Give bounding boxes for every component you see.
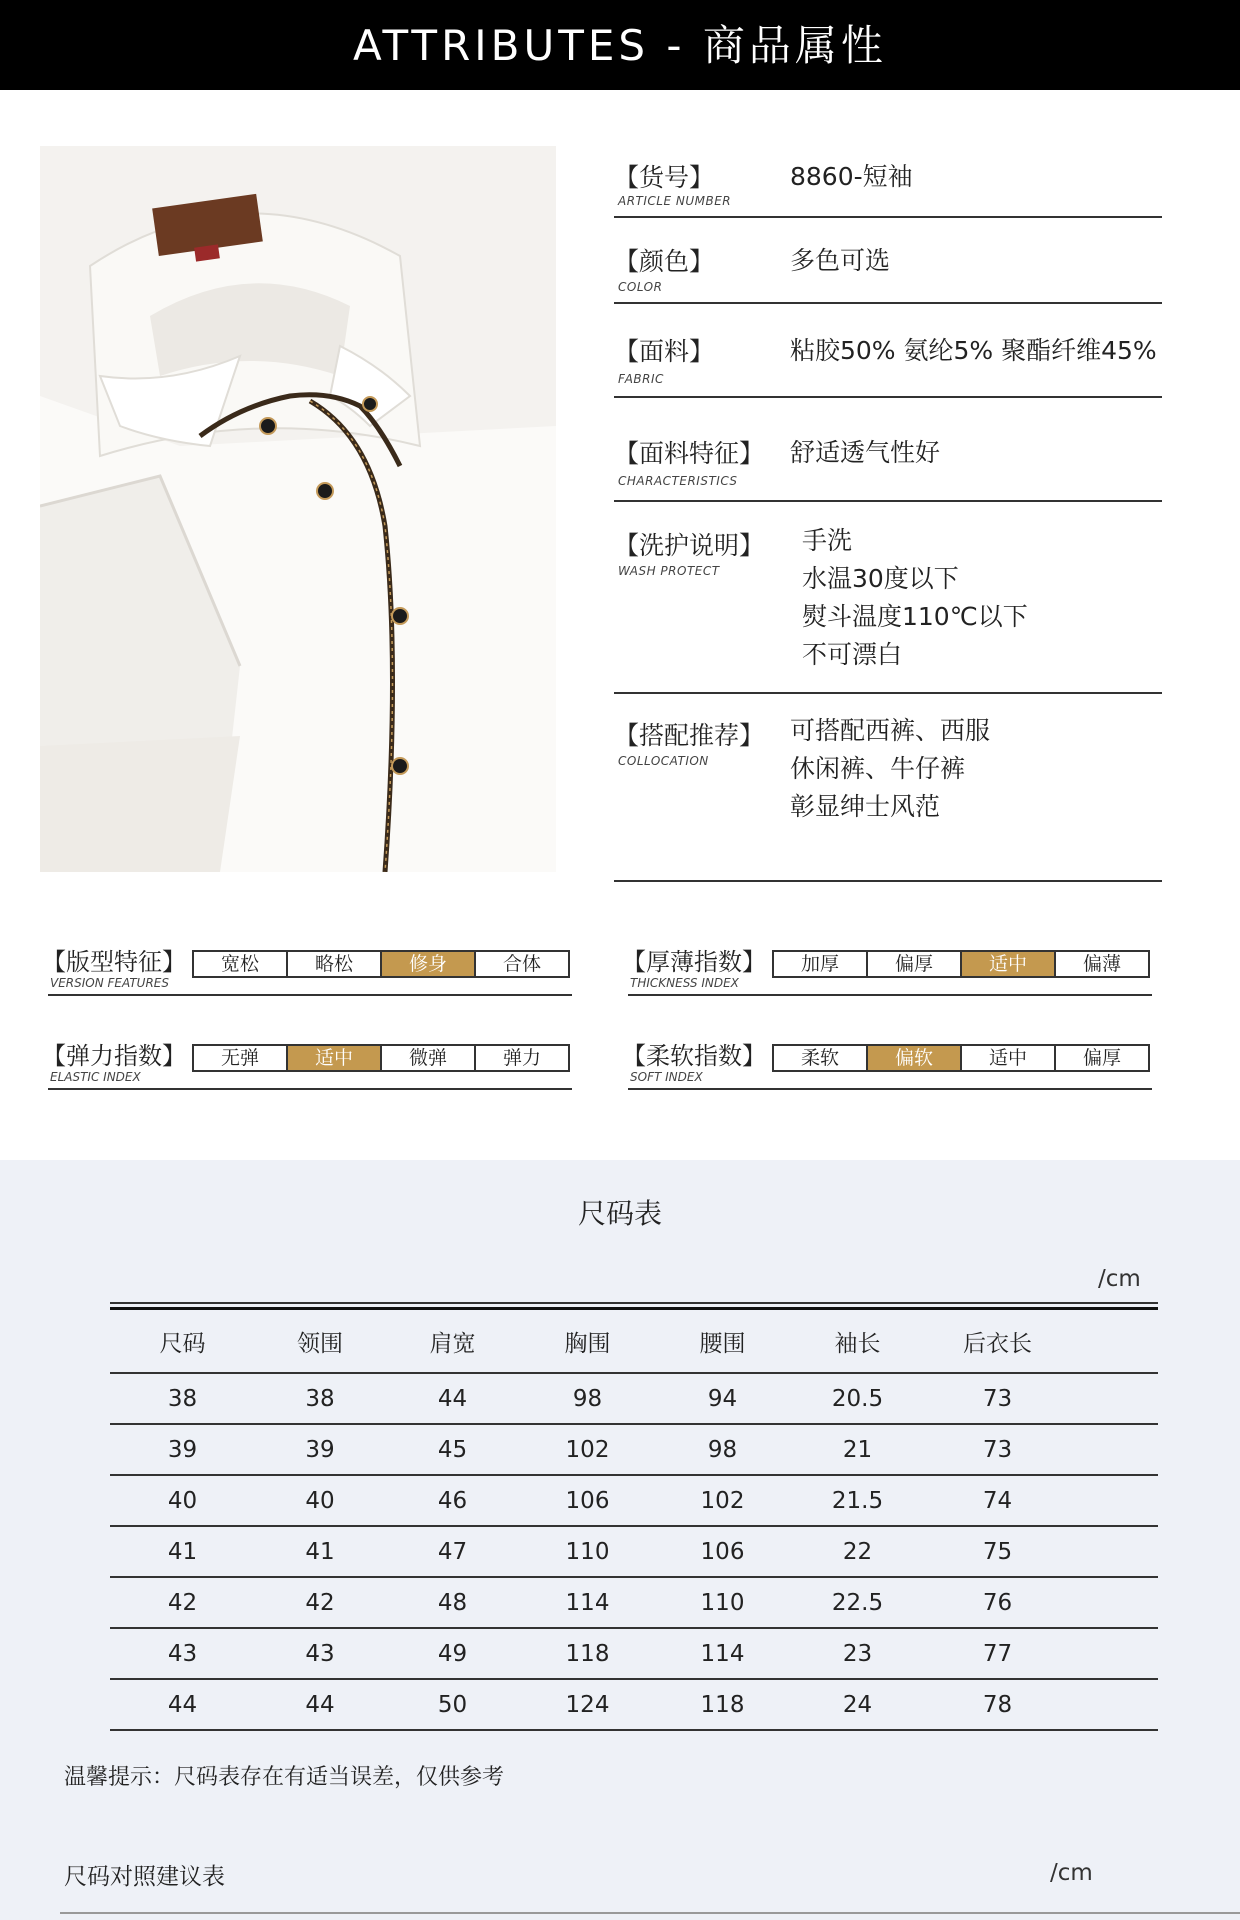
attr-row-characteristics: [614, 398, 1162, 502]
suggest-table-top: [60, 1912, 1240, 1914]
table-cell: 106: [565, 1487, 610, 1514]
shirt-illustration: [40, 146, 556, 872]
index-options: [192, 950, 570, 978]
table-row: [110, 1578, 1158, 1629]
attr-label: 【货号】: [614, 163, 715, 192]
attr-sub: COLLOCATION: [618, 754, 709, 768]
table-row: [110, 1425, 1158, 1476]
index-option: 适中: [286, 1046, 380, 1070]
attr-value: 可搭配西裤、西服: [790, 716, 991, 745]
table-cell: 49: [437, 1640, 468, 1667]
table-cell: 44: [305, 1691, 335, 1718]
attr-value: 休闲裤、牛仔裤: [790, 754, 966, 783]
attr-value: 多色可选: [790, 246, 891, 275]
index-sub: VERSION FEATURES: [50, 976, 169, 990]
table-cell: 39: [167, 1436, 198, 1463]
table-rule: [110, 1302, 1158, 1304]
attr-value: 8860-短袖: [790, 162, 913, 191]
table-cell: 42: [167, 1589, 198, 1616]
page-title: ATTRIBUTES - 商品属性: [353, 21, 887, 70]
table-header-row: [110, 1310, 1158, 1374]
column-header: 袖长: [834, 1330, 881, 1357]
index-option: 偏软: [866, 1046, 960, 1070]
size-chart-title: 尺码表: [577, 1197, 662, 1230]
index-option: 微弹: [380, 1046, 474, 1070]
index-option: 适中: [960, 1046, 1054, 1070]
table-cell: 38: [305, 1385, 335, 1412]
column-header: 肩宽: [429, 1330, 476, 1357]
table-cell: 20.5: [831, 1385, 884, 1412]
index-option: 合体: [474, 952, 568, 976]
table-row: [110, 1476, 1158, 1527]
index-label: 【厚薄指数】: [622, 948, 766, 976]
attr-label: 【洗护说明】: [614, 531, 765, 560]
attr-value: 手洗: [802, 526, 853, 555]
table-cell: 21: [842, 1436, 873, 1463]
attr-row-fabric: [614, 304, 1162, 398]
index-option: 修身: [380, 952, 474, 976]
index-option: 偏薄: [1054, 952, 1148, 976]
index-option: 适中: [960, 952, 1054, 976]
column-header: 腰围: [699, 1330, 746, 1357]
table-cell: 39: [305, 1436, 335, 1463]
attr-values: [790, 242, 890, 280]
table-cell: 118: [700, 1691, 745, 1718]
attr-sub: COLOR: [618, 280, 663, 294]
attr-row-wash: [614, 502, 1162, 694]
table-cell: 106: [700, 1538, 745, 1565]
index-divider: [628, 1088, 1152, 1090]
size-note: 温馨提示：尺码表存在有适当误差，仅供参考: [64, 1765, 505, 1790]
table-cell: 44: [437, 1385, 468, 1412]
size-rows: [110, 1374, 1158, 1731]
table-cell: 41: [167, 1538, 198, 1565]
column-header: 后衣长: [963, 1330, 1032, 1357]
column-header: 领围: [297, 1330, 343, 1357]
attr-row-article: [614, 146, 1162, 218]
table-cell: 45: [437, 1436, 468, 1463]
index-sub: THICKNESS INDEX: [630, 976, 739, 990]
table-cell: 74: [982, 1487, 1013, 1514]
table-cell: 43: [305, 1640, 335, 1667]
table-cell: 41: [305, 1538, 335, 1565]
table-cell: 110: [700, 1589, 745, 1616]
suggest-unit: /cm: [1050, 1860, 1093, 1886]
table-cell: 44: [167, 1691, 198, 1718]
table-cell: 118: [565, 1640, 610, 1667]
attr-label: 【颜色】: [614, 247, 715, 276]
attr-value: 彰显绅士风范: [790, 792, 941, 821]
index-options: [192, 1044, 570, 1072]
table-cell: 48: [437, 1589, 468, 1616]
table-row: [110, 1629, 1158, 1680]
index-sub: SOFT INDEX: [630, 1070, 703, 1084]
table-cell: 98: [572, 1385, 603, 1412]
table-cell: 73: [982, 1436, 1013, 1463]
attr-values: [790, 712, 990, 826]
table-cell: 78: [982, 1691, 1013, 1718]
index-divider: [628, 994, 1152, 996]
size-section: [0, 1160, 1240, 1920]
table-cell: 75: [982, 1538, 1013, 1565]
attr-sub: ARTICLE NUMBER: [618, 194, 732, 208]
table-cell: 24: [842, 1691, 873, 1718]
table-cell: 98: [707, 1436, 738, 1463]
table-cell: 38: [167, 1385, 198, 1412]
table-cell: 114: [565, 1589, 610, 1616]
table-cell: 102: [700, 1487, 745, 1514]
table-cell: 23: [842, 1640, 873, 1667]
table-cell: 46: [437, 1487, 468, 1514]
size-table: [110, 1302, 1158, 1731]
attr-sub: WASH PROTECT: [618, 564, 720, 578]
index-option: 偏厚: [1054, 1046, 1148, 1070]
index-option: 无弹: [194, 1046, 286, 1070]
table-cell: 22.5: [831, 1589, 884, 1616]
table-cell: 43: [167, 1640, 198, 1667]
index-label: 【柔软指数】: [622, 1042, 766, 1070]
table-cell: 76: [982, 1589, 1013, 1616]
attr-value: 粘胶50% 氨纶5% 聚酯纤维45%: [790, 336, 1157, 365]
attr-label: 【面料特征】: [614, 439, 765, 468]
table-cell: 22: [842, 1538, 873, 1565]
table-cell: 77: [982, 1640, 1013, 1667]
attr-value: 不可漂白: [802, 640, 903, 669]
attr-value: 舒适透气性好: [790, 438, 941, 467]
attr-values: [802, 522, 1028, 674]
page-header: [0, 0, 1240, 90]
index-divider: [48, 994, 572, 996]
index-option: 略松: [286, 952, 380, 976]
attr-label: 【搭配推荐】: [614, 721, 765, 750]
table-cell: 40: [305, 1487, 335, 1514]
table-cell: 21.5: [831, 1487, 884, 1514]
table-cell: 102: [565, 1436, 610, 1463]
attr-value: 水温30度以下: [802, 564, 959, 593]
table-cell: 114: [700, 1640, 745, 1667]
table-row: [110, 1374, 1158, 1425]
table-cell: 124: [565, 1691, 610, 1718]
index-options: [772, 950, 1150, 978]
attribute-list: [614, 146, 1162, 882]
attr-values: [790, 158, 913, 196]
size-chart-unit: /cm: [1098, 1266, 1141, 1292]
attr-value: 熨斗温度110℃以下: [802, 602, 1028, 631]
index-options: [772, 1044, 1150, 1072]
index-label: 【弹力指数】: [42, 1042, 186, 1070]
table-cell: 73: [982, 1385, 1013, 1412]
attr-sub: CHARACTERISTICS: [618, 474, 738, 488]
index-label: 【版型特征】: [42, 948, 186, 976]
table-row: [110, 1527, 1158, 1578]
index-option: 偏厚: [866, 952, 960, 976]
column-header: 胸围: [564, 1330, 611, 1357]
index-option: 加厚: [774, 952, 866, 976]
suggest-title: 尺码对照建议表: [64, 1864, 225, 1890]
attr-label: 【面料】: [614, 337, 715, 366]
table-cell: 42: [305, 1589, 335, 1616]
attr-values: [790, 332, 1157, 370]
attr-row-collocation: [614, 694, 1162, 882]
product-photo: [40, 146, 556, 872]
attr-row-color: [614, 218, 1162, 304]
index-option: 柔软: [774, 1046, 866, 1070]
index-divider: [48, 1088, 572, 1090]
table-cell: 50: [437, 1691, 468, 1718]
table-cell: 94: [707, 1385, 738, 1412]
table-cell: 40: [167, 1487, 198, 1514]
index-option: 宽松: [194, 952, 286, 976]
table-row: [110, 1680, 1158, 1731]
table-cell: 47: [437, 1538, 468, 1565]
attr-sub: FABRIC: [618, 372, 664, 386]
index-option: 弹力: [474, 1046, 568, 1070]
column-header: 尺码: [159, 1330, 206, 1357]
table-cell: 110: [565, 1538, 610, 1565]
index-sub: ELASTIC INDEX: [50, 1070, 141, 1084]
attr-values: [790, 434, 940, 472]
